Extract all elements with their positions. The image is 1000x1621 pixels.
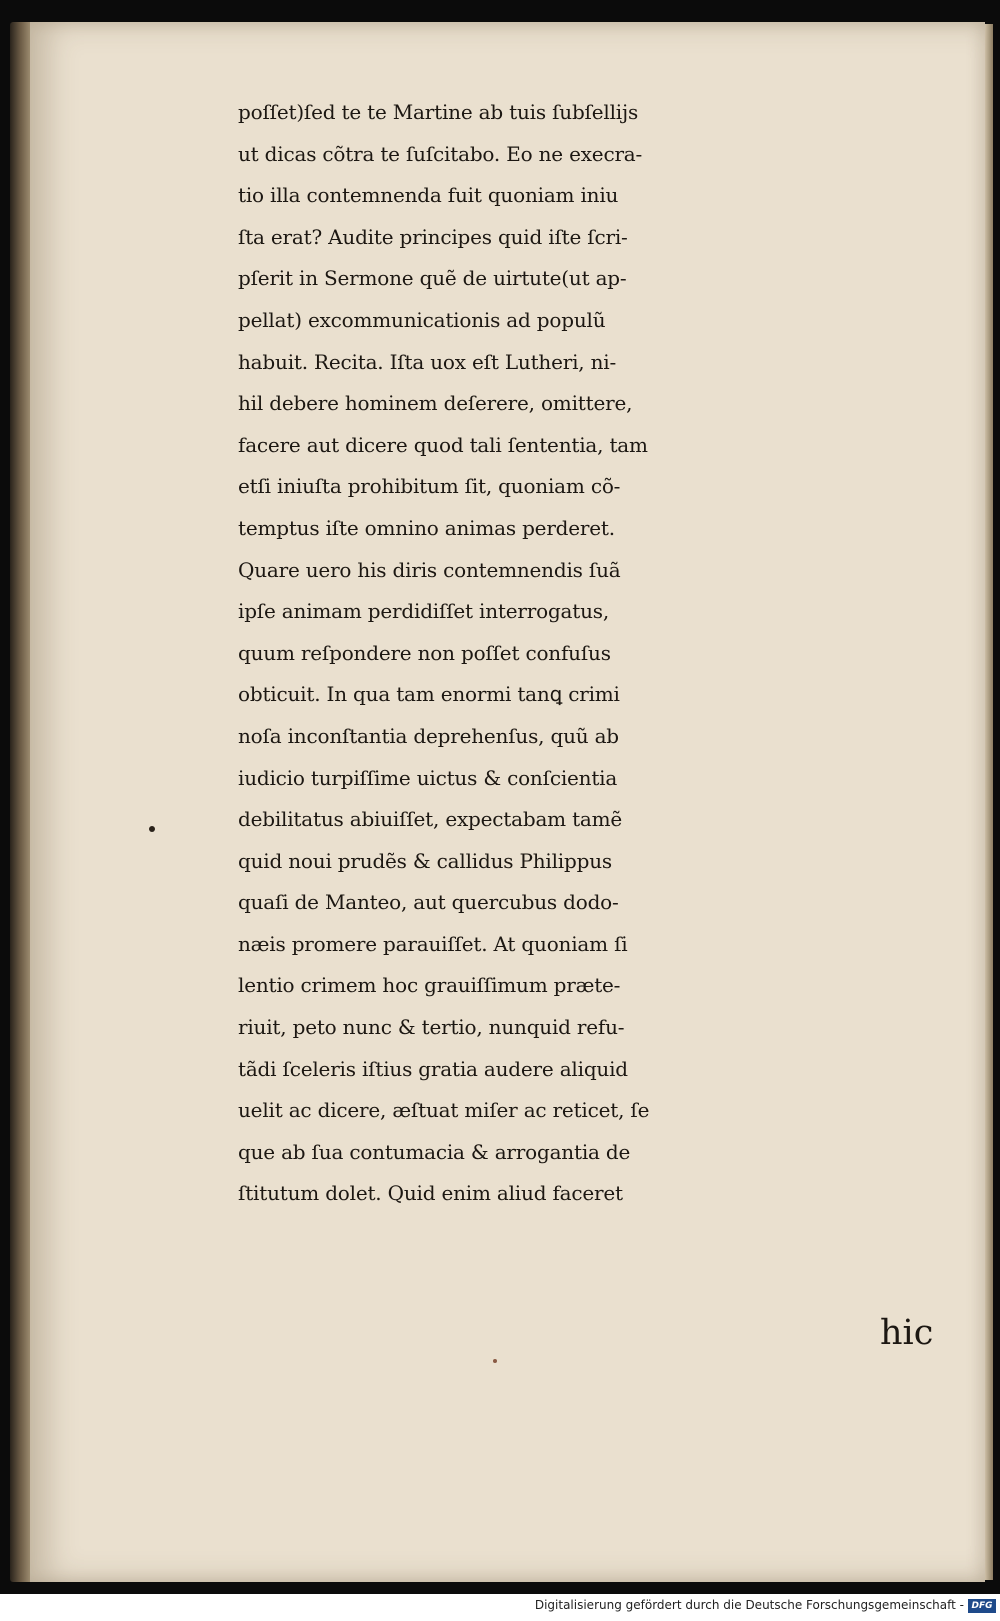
text-line: ſta erat? Audite principes quid iſte ſcri- [238,224,628,249]
text-line: ſtitutum dolet. Quid enim aliud faceret [238,1181,623,1206]
text-block [238,92,958,1215]
text-line: hil debere hominem deſerere, omittere, [238,391,633,416]
text-line: uelit ac dicere, æſtuat miſer ac reticet, ſe [238,1098,650,1123]
dfg-logo: DFG [968,1599,996,1613]
text-line: poſſet)ſed te te Martine ab tuis ſubſellijs [238,100,639,124]
page-edge [985,24,993,1580]
text-line: riuit, peto nunc & tertio, nunquid refu- [238,1015,625,1040]
text-line: iudicio turpiſſime uictus & conſcientia [238,765,618,790]
text-line: Quare uero his diris contemnendis ſuã [238,557,621,582]
text-line: facere aut dicere quod tali ſententia, tam [238,432,648,457]
catchword: hic [880,1313,934,1353]
text-line: noſa inconſtantia deprehenſus, quũ ab [238,723,619,748]
text-line: ipſe animam perdidiſſet interrogatus, [238,599,610,624]
footer-bar [0,1594,1000,1621]
text-line: pſerit in Sermone quẽ de uirtute(ut ap- [238,266,627,291]
text-line: obticuit. In qua tam enormi tanꝗ crimi [238,682,620,707]
text-line: quaſi de Manteo, aut quercubus dodo- [238,890,619,915]
text-line: næis promere parauiſſet. At quoniam ſi [238,931,628,956]
ink-speck [493,1359,497,1363]
text-line: quum reſpondere non poſſet confuſus [238,640,611,665]
text-line: temptus iſte omnino animas perderet. [238,515,615,540]
text-line: lentio crimem hoc grauiſſimum præte- [238,973,621,998]
text-line: tio illa contemnenda fuit quoniam iniu [238,183,619,208]
text-line: etſi iniuſta prohibitum ſit, quoniam cõ- [238,474,621,499]
text-line: pellat) excommunicationis ad populũ [238,307,606,332]
ink-speck [149,826,155,832]
text-line: ut dicas cõtra te ſuſcitabo. Eo ne execra- [238,141,643,166]
text-line: quid noui prudẽs & callidus Philippus [238,848,612,873]
text-line: debilitatus abiuiſſet, expectabam tamẽ [238,807,623,832]
text-line: tãdi ſceleris iſtius gratia audere aliquid [238,1056,628,1081]
text-line: habuit. Recita. Iſta uox eſt Lutheri, ni- [238,349,617,374]
funding-credit: Digitalisierung gefördert durch die Deutsche Forschungsgemeinschaft - [534,1598,964,1612]
text-line: que ab ſua contumacia & arrogantia de [238,1139,631,1164]
